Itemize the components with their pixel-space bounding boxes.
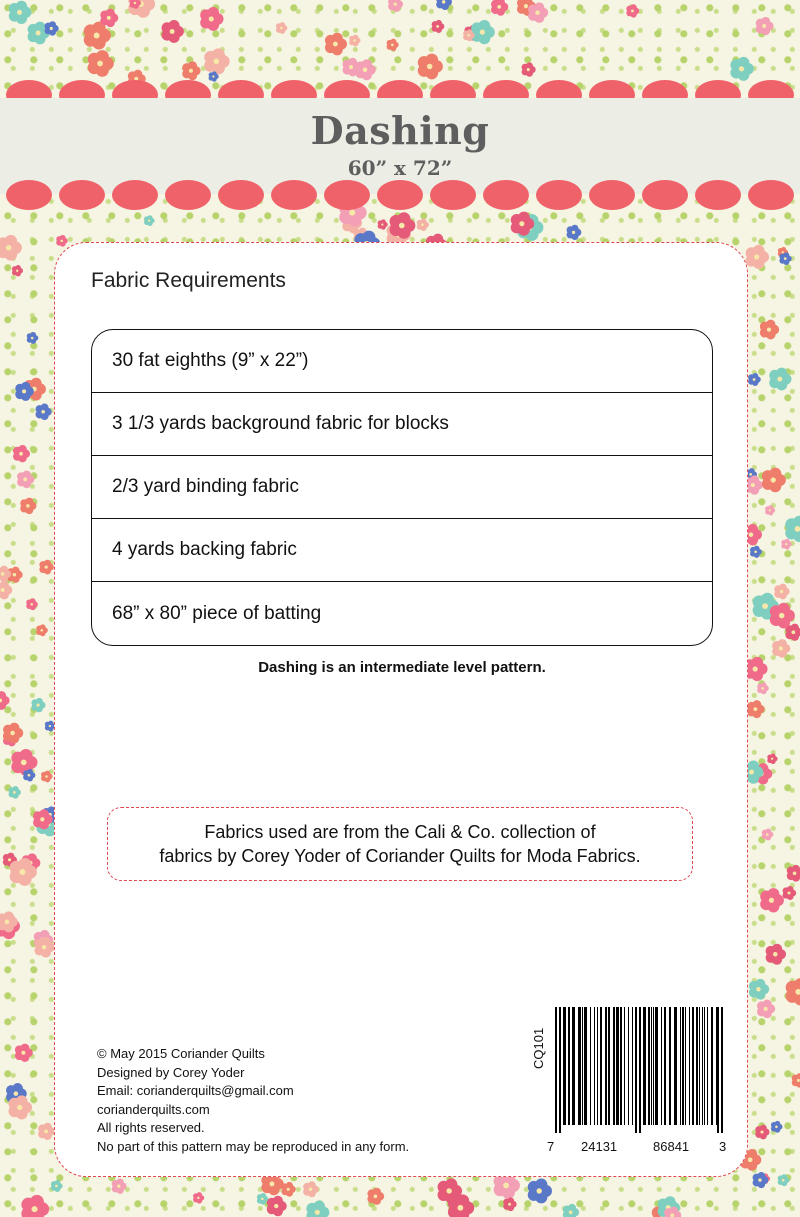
flower-decoration xyxy=(786,978,800,1005)
barcode-bar xyxy=(664,1007,666,1125)
credits-block xyxy=(97,1045,409,1156)
requirement-row: 30 fat eighths (9” x 22”) xyxy=(92,330,712,393)
flower-decoration xyxy=(267,1196,287,1217)
flower-decoration xyxy=(388,0,403,12)
barcode-bar xyxy=(632,1007,633,1125)
barcode xyxy=(529,1007,729,1159)
scallop xyxy=(377,180,423,210)
fabric-note-line: fabrics by Corey Yoder of Coriander Quilts for Moda Fabrics. xyxy=(159,846,641,866)
flower-decoration xyxy=(26,598,38,610)
flower-decoration xyxy=(417,219,429,231)
scallop xyxy=(483,180,529,210)
barcode-bar xyxy=(680,1007,681,1125)
flower-decoration xyxy=(387,39,399,51)
fabric-note-line: Fabrics used are from the Cali & Co. collection of xyxy=(204,822,596,842)
header-banner xyxy=(0,80,800,210)
flower-decoration xyxy=(528,2,548,23)
barcode-bar xyxy=(605,1007,607,1125)
flower-decoration xyxy=(56,235,67,247)
requirement-row: 4 yards backing fabric xyxy=(92,519,712,582)
reproduction-notice: No part of this pattern may be reproduced in any form. xyxy=(97,1138,410,1154)
requirement-row: 3 1/3 yards background fabric for blocks xyxy=(92,393,712,456)
barcode-group-right: 86841 xyxy=(653,1139,690,1154)
designer-text: Designed by Corey Yoder xyxy=(97,1064,245,1080)
barcode-bar xyxy=(653,1007,654,1125)
scallop xyxy=(59,180,105,210)
flower-decoration xyxy=(355,59,376,80)
requirement-row: 68” x 80” piece of batting xyxy=(112,602,322,624)
flower-decoration xyxy=(760,888,784,912)
barcode-bar xyxy=(648,1007,650,1125)
barcode-bar xyxy=(608,1007,610,1125)
flower-decoration xyxy=(9,786,21,799)
barcode-bar xyxy=(624,1007,625,1125)
flower-decoration xyxy=(378,219,388,229)
flower-decoration xyxy=(748,373,761,386)
barcode-group-left: 24131 xyxy=(581,1139,618,1154)
barcode-bar xyxy=(674,1007,677,1125)
scallop xyxy=(589,180,635,210)
flower-decoration xyxy=(257,1193,268,1205)
barcode-digit-first: 7 xyxy=(547,1139,555,1154)
barcode-bar xyxy=(655,1007,658,1125)
skill-level-note: Dashing is an intermediate level pattern. xyxy=(258,659,546,676)
flower-decoration xyxy=(51,1180,63,1192)
barcode-bar xyxy=(707,1007,708,1125)
flower-decoration xyxy=(749,979,769,1000)
flower-decoration xyxy=(303,1181,319,1197)
flower-decoration xyxy=(567,225,582,240)
flower-decoration xyxy=(767,754,777,765)
fabric-requirements-heading: Fabric Requirements xyxy=(91,269,286,292)
flower-decoration xyxy=(36,624,48,636)
barcode-bar xyxy=(682,1007,684,1125)
barcode-bar xyxy=(689,1007,690,1125)
scallop xyxy=(271,180,317,210)
flower-decoration xyxy=(563,1204,579,1217)
barcode-bar xyxy=(628,1007,629,1125)
flower-decoration xyxy=(3,723,23,744)
flower-decoration xyxy=(436,0,452,10)
barcode-bar xyxy=(584,1007,587,1125)
quilt-size: 60” x 72” xyxy=(347,156,453,180)
flower-decoration xyxy=(522,62,536,76)
flower-decoration xyxy=(306,1201,329,1217)
flower-decoration xyxy=(144,215,155,226)
flower-decoration xyxy=(88,50,114,77)
barcode-guard-bar xyxy=(555,1007,557,1133)
barcode-bars xyxy=(555,1007,725,1133)
scallop xyxy=(695,180,741,210)
flower-decoration xyxy=(787,865,800,882)
barcode-bar xyxy=(578,1007,581,1125)
flower-decoration xyxy=(45,21,59,35)
flower-decoration xyxy=(783,886,797,900)
flower-decoration xyxy=(31,698,45,712)
flower-decoration xyxy=(39,560,53,575)
barcode-guard-bar xyxy=(639,1007,641,1133)
flower-decoration xyxy=(770,603,795,629)
flower-decoration xyxy=(182,61,200,80)
flower-decoration xyxy=(747,700,765,718)
flower-decoration xyxy=(390,212,416,238)
barcode-bar xyxy=(711,1007,713,1125)
barcode-guard-bar xyxy=(717,1007,719,1133)
scallop-border-bottom xyxy=(0,180,800,210)
flower-decoration xyxy=(17,471,34,489)
info-panel xyxy=(54,242,748,1177)
barcode-bar xyxy=(620,1007,622,1125)
rights-text: All rights reserved. xyxy=(97,1120,205,1135)
flower-decoration xyxy=(200,7,223,31)
flower-decoration xyxy=(84,22,111,50)
barcode-bar xyxy=(696,1007,698,1125)
flower-decoration xyxy=(12,265,23,276)
flower-decoration xyxy=(349,35,360,47)
scallop xyxy=(748,180,794,210)
flower-decoration xyxy=(432,20,445,33)
scallop xyxy=(165,180,211,210)
scallop xyxy=(6,180,52,210)
flower-decoration xyxy=(771,1121,783,1133)
flower-decoration xyxy=(276,22,287,34)
product-code: CQ101 xyxy=(531,1027,546,1069)
flower-decoration xyxy=(100,9,118,28)
flower-decoration xyxy=(21,1195,49,1217)
flower-decoration xyxy=(112,1179,127,1194)
barcode-bar xyxy=(704,1007,705,1125)
pattern-title: Dashing xyxy=(310,108,490,153)
flower-decoration xyxy=(0,581,12,600)
scallop xyxy=(324,180,370,210)
barcode-bar xyxy=(600,1007,602,1125)
flower-decoration xyxy=(491,0,508,16)
barcode-bar xyxy=(572,1007,575,1125)
requirement-row: 2/3 yard binding fabric xyxy=(92,456,712,519)
barcode-bar xyxy=(613,1007,615,1125)
website-text: corianderquilts.com xyxy=(97,1101,210,1117)
copyright-text: © May 2015 Coriander Quilts xyxy=(97,1046,265,1061)
barcode-bar xyxy=(651,1007,652,1125)
barcode-guard-bar xyxy=(559,1007,561,1133)
scallop xyxy=(536,180,582,210)
barcode-bar xyxy=(661,1007,662,1125)
barcode-bar xyxy=(582,1007,583,1125)
barcode-bar xyxy=(702,1007,703,1125)
scallop xyxy=(430,180,476,210)
flower-decoration xyxy=(626,4,639,17)
barcode-bar xyxy=(594,1007,595,1125)
barcode-guard-bar xyxy=(721,1007,723,1133)
barcode-bar xyxy=(685,1007,686,1125)
fabric-collection-note xyxy=(107,807,693,881)
flower-decoration xyxy=(762,468,786,493)
flower-decoration xyxy=(471,20,495,44)
barcode-bar xyxy=(568,1007,570,1125)
email-text: Email: corianderquilts@gmail.com xyxy=(97,1083,294,1098)
flower-decoration xyxy=(41,771,53,783)
flower-decoration xyxy=(785,516,800,542)
flower-decoration xyxy=(0,691,10,710)
scallop xyxy=(218,180,264,210)
flower-decoration xyxy=(325,33,347,56)
flower-decoration xyxy=(756,17,774,35)
barcode-bar xyxy=(616,1007,619,1125)
flower-decoration xyxy=(528,1178,552,1203)
flower-decoration xyxy=(766,944,786,965)
flower-decoration xyxy=(204,48,229,74)
flower-decoration xyxy=(9,1,32,24)
flower-decoration xyxy=(757,682,769,694)
flower-decoration xyxy=(36,404,52,421)
flower-decoration xyxy=(23,769,35,782)
flower-decoration xyxy=(15,1044,33,1062)
barcode-guard-bar xyxy=(635,1007,637,1133)
flower-decoration xyxy=(760,320,779,340)
flower-decoration xyxy=(193,1192,204,1203)
flower-decoration xyxy=(27,332,39,344)
flower-decoration xyxy=(38,1123,55,1140)
flower-decoration xyxy=(769,368,791,391)
flower-decoration xyxy=(779,252,791,265)
flower-decoration xyxy=(772,639,790,658)
flower-decoration xyxy=(13,445,30,462)
flower-decoration xyxy=(20,498,36,515)
barcode-bar xyxy=(563,1007,566,1125)
flower-decoration xyxy=(746,245,769,269)
flower-decoration xyxy=(778,1174,790,1186)
barcode-bar xyxy=(590,1007,591,1125)
barcode-bar xyxy=(597,1007,598,1125)
flower-decoration xyxy=(367,1188,384,1205)
flower-decoration xyxy=(755,1125,769,1140)
barcode-digit-last: 3 xyxy=(719,1139,727,1154)
barcode-bar xyxy=(643,1007,646,1125)
barcode-bar xyxy=(669,1007,671,1125)
flower-decoration xyxy=(9,1095,33,1119)
scallop xyxy=(112,180,158,210)
flower-decoration xyxy=(0,235,22,261)
flower-decoration xyxy=(750,546,762,558)
flower-decoration xyxy=(762,829,774,841)
flower-decoration xyxy=(503,1197,516,1211)
flower-decoration xyxy=(765,505,775,515)
barcode-bar xyxy=(699,1007,700,1125)
scallop xyxy=(642,180,688,210)
flower-decoration xyxy=(418,54,443,80)
flower-decoration xyxy=(781,539,791,550)
flower-decoration xyxy=(757,999,775,1018)
requirements-table xyxy=(91,329,713,646)
flower-decoration xyxy=(730,57,753,81)
flower-decoration xyxy=(448,1194,474,1217)
barcode-bar xyxy=(692,1007,694,1125)
flower-decoration xyxy=(162,20,184,43)
flower-decoration xyxy=(774,584,789,600)
flower-decoration xyxy=(792,1073,800,1087)
